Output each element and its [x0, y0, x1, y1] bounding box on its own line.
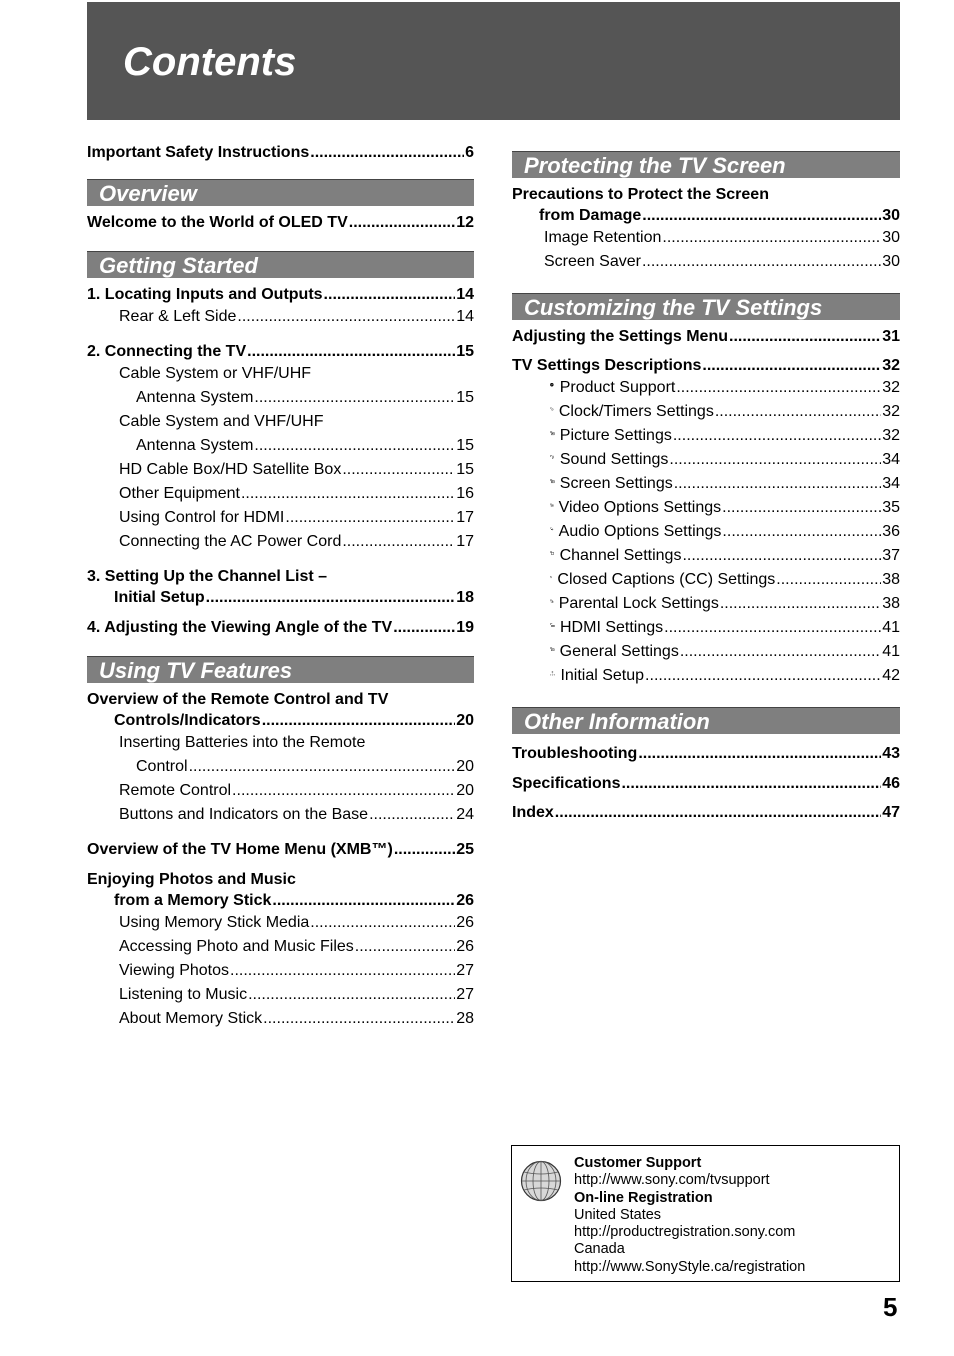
page-number: 5 — [883, 1292, 898, 1322]
section-header: Overview — [87, 179, 474, 206]
dot-leader — [393, 617, 455, 638]
toc-entry-title: Enjoying Photos and Music — [87, 871, 296, 888]
toc-entry-title: Using Control for HDMI — [119, 509, 285, 526]
toc-entry[interactable] — [87, 458, 474, 482]
toc-entry[interactable] — [87, 935, 474, 959]
toc-entry-title: Precautions to Protect the Screen — [512, 186, 769, 203]
toc-entry-title: About Memory Stick — [119, 1010, 263, 1027]
toc-page-number: 32 — [882, 357, 900, 374]
customer-support-url[interactable]: http://www.sony.com/tvsupport — [574, 1172, 770, 1189]
product-support-icon — [550, 377, 555, 393]
toc-page-number: 14 — [456, 286, 474, 303]
toc-page-number: 14 — [456, 308, 474, 325]
toc-page-number: 26 — [456, 914, 474, 931]
toc-entry-title: Screen Saver — [544, 253, 641, 270]
support-text — [574, 1155, 805, 1276]
toc-page-number: 27 — [456, 962, 474, 979]
dot-leader — [676, 376, 881, 400]
toc-entry-title: 3. Setting Up the Channel List – — [87, 568, 328, 585]
toc-page-number: 15 — [456, 343, 474, 360]
dot-leader — [232, 779, 455, 803]
canada-url[interactable]: http://www.SonyStyle.ca/registration — [574, 1258, 806, 1275]
dot-leader — [342, 530, 455, 554]
dot-leader — [355, 935, 455, 959]
toc-entry[interactable] — [87, 869, 474, 890]
dot-leader — [682, 544, 881, 568]
svg-text:1·2·3: 1·2·3 — [550, 674, 556, 677]
toc-page-number: 38 — [882, 571, 900, 588]
toc-page-number: 36 — [882, 523, 900, 540]
dot-leader — [621, 773, 881, 794]
toc-page-number: 15 — [456, 437, 474, 454]
toc-entry-title: Index — [512, 804, 554, 821]
toc-page-number: 24 — [456, 806, 474, 823]
toc-entry[interactable] — [512, 250, 900, 274]
toc-entry[interactable] — [87, 386, 474, 410]
section-header: Using TV Features — [87, 656, 474, 683]
canada-label: Canada — [574, 1241, 625, 1258]
toc-page-number: 41 — [882, 643, 900, 660]
section-header: Protecting the TV Screen — [512, 151, 900, 178]
toc-entry[interactable] — [512, 640, 900, 664]
toc-entry[interactable] — [512, 592, 900, 616]
toc-page-number: 27 — [456, 986, 474, 1003]
toc-entry-title: Accessing Photo and Music Files — [119, 938, 354, 955]
parental-lock-icon — [550, 593, 554, 609]
toc-entry-title: Initial Setup — [560, 667, 645, 684]
toc-entry-title: Using Memory Stick Media — [119, 914, 310, 931]
toc-entry-title: Video Options Settings — [558, 499, 722, 516]
toc-entry[interactable] — [87, 617, 474, 638]
dot-leader — [664, 616, 881, 640]
dot-leader — [555, 802, 881, 823]
toc-entry-title: Clock/Timers Settings — [558, 403, 714, 420]
toc-entry[interactable] — [87, 212, 474, 233]
toc-entry[interactable] — [512, 448, 900, 472]
customer-support-label: Customer Support — [574, 1155, 702, 1171]
toc-entry-title: Sound Settings — [559, 451, 669, 468]
dot-leader — [310, 911, 455, 935]
dot-leader — [237, 305, 455, 329]
dot-leader — [254, 434, 455, 458]
toc-entry[interactable] — [512, 773, 900, 794]
screen-icon — [550, 473, 555, 489]
dot-leader — [722, 496, 881, 520]
toc-entry-title: Troubleshooting — [512, 745, 638, 762]
dot-leader — [272, 890, 455, 911]
toc-page-number: 30 — [882, 229, 900, 246]
toc-entry[interactable] — [87, 434, 474, 458]
toc-entry-title: Buttons and Indicators on the Base — [119, 806, 369, 823]
toc-entry[interactable] — [512, 496, 900, 520]
toc-entry-title: Other Equipment — [119, 485, 240, 502]
toc-entry-title: Overview of the TV Home Menu (XMB™) — [87, 841, 393, 858]
toc-entry-title: Welcome to the World of OLED TV — [87, 214, 348, 231]
toc-entry[interactable] — [87, 482, 474, 506]
toc-page-number: 42 — [882, 667, 900, 684]
toc-entry-title: HD Cable Box/HD Satellite Box — [119, 461, 342, 478]
dot-leader — [674, 472, 881, 496]
dot-leader — [715, 400, 881, 424]
dot-leader — [369, 803, 455, 827]
toc-page-number: 17 — [456, 533, 474, 550]
us-url[interactable]: http://productregistration.sony.com — [574, 1224, 796, 1241]
toc-page-number: 19 — [456, 619, 474, 636]
dot-leader — [230, 959, 455, 983]
dot-leader — [206, 587, 456, 608]
dot-leader — [262, 710, 456, 731]
toc-entry[interactable] — [87, 566, 474, 587]
toc-entry-title: HDMI Settings — [560, 619, 664, 636]
support-box — [511, 1145, 900, 1282]
sound-icon — [550, 449, 555, 465]
dot-leader — [702, 355, 881, 376]
toc-entry[interactable] — [512, 226, 900, 250]
toc-page-number: 26 — [456, 938, 474, 955]
toc-entry-title: Connecting the AC Power Cord — [119, 533, 342, 550]
toc-entry[interactable] — [87, 587, 474, 608]
toc-page-number: 43 — [882, 745, 900, 762]
dot-leader — [285, 506, 455, 530]
toc-entry-title: Overview of the Remote Control and TV — [87, 691, 389, 708]
section-header: Other Information — [512, 707, 900, 734]
toc-entry[interactable] — [512, 205, 900, 226]
toc-page-number: 34 — [882, 451, 900, 468]
toc-page-number: 26 — [456, 892, 474, 909]
toc-entry[interactable] — [512, 326, 900, 347]
closed-captions-icon — [550, 569, 552, 585]
toc-page-number: 32 — [882, 427, 900, 444]
initial-setup-icon — [550, 665, 555, 681]
toc-page-number: 16 — [456, 485, 474, 502]
toc-entry-title: 2. Connecting the TV — [87, 343, 247, 360]
toc-page-number: 20 — [456, 782, 474, 799]
toc-entry-title: Screen Settings — [559, 475, 673, 492]
dot-leader — [673, 424, 881, 448]
toc-entry-title: Controls/Indicators — [114, 712, 261, 729]
toc-page-number: 28 — [456, 1010, 474, 1027]
toc-entry-title: Rear & Left Side — [119, 308, 237, 325]
toc-entry[interactable] — [87, 731, 474, 755]
dot-leader — [310, 142, 464, 163]
audio-options-icon — [550, 521, 554, 537]
toc-page-number: 17 — [456, 509, 474, 526]
toc-entry[interactable] — [512, 520, 900, 544]
toc-entry-title: Closed Captions (CC) Settings — [557, 571, 776, 588]
toc-page-number: 6 — [465, 144, 474, 161]
toc-entry[interactable] — [87, 689, 474, 710]
dot-leader — [776, 568, 881, 592]
online-registration-label: On-line Registration — [574, 1189, 713, 1206]
toc-page-number: 32 — [882, 403, 900, 420]
toc-entry-title: from a Memory Stick — [114, 892, 272, 909]
right-column — [512, 151, 900, 823]
title-banner — [87, 2, 900, 120]
toc-entry[interactable] — [512, 355, 900, 376]
hdmi-icon — [550, 617, 555, 633]
toc-entry[interactable] — [87, 284, 474, 305]
toc-entry-title: General Settings — [559, 643, 679, 660]
toc-page-number: 18 — [456, 589, 474, 606]
toc-page-number: 31 — [882, 328, 900, 345]
toc-entry-title: 4. Adjusting the Viewing Angle of the TV — [87, 619, 393, 636]
left-column — [87, 142, 474, 1031]
toc-entry[interactable] — [87, 142, 474, 163]
toc-entry-title: Viewing Photos — [119, 962, 229, 979]
toc-entry-title: Channel Settings — [559, 547, 682, 564]
toc-entry-title: Antenna System — [136, 437, 254, 454]
toc-page-number: 46 — [882, 775, 900, 792]
toc-entry[interactable] — [512, 400, 900, 424]
toc-entry-title: Initial Setup — [114, 589, 205, 606]
toc-page-number: 15 — [456, 461, 474, 478]
toc-page-number: 37 — [882, 547, 900, 564]
toc-page-number: 20 — [456, 712, 474, 729]
toc-entry[interactable] — [512, 424, 900, 448]
toc-entry-title: Parental Lock Settings — [558, 595, 719, 612]
channel-icon — [550, 545, 555, 561]
toc-entry[interactable] — [87, 305, 474, 329]
dot-leader — [680, 640, 881, 664]
dot-leader — [324, 284, 456, 305]
section-header: Getting Started — [87, 251, 474, 278]
toc-entry-title: Remote Control — [119, 782, 232, 799]
toc-page-number: 30 — [882, 253, 900, 270]
toc-entry-title: Inserting Batteries into the Remote — [119, 734, 366, 751]
toc-page-number: 41 — [882, 619, 900, 636]
toc-page-number: 25 — [456, 841, 474, 858]
dot-leader — [394, 839, 455, 860]
toc-page-number: 38 — [882, 595, 900, 612]
toc-page-number: 30 — [882, 207, 900, 224]
toc-entry-title: Control — [136, 758, 188, 775]
toc-page-number: 32 — [882, 379, 900, 396]
dot-leader — [642, 205, 881, 226]
toc-entry[interactable] — [87, 710, 474, 731]
toc-entry-title: Important Safety Instructions — [87, 144, 310, 161]
clock-timer-icon — [550, 401, 554, 417]
toc-entry-title: TV Settings Descriptions — [512, 357, 702, 374]
toc-entry[interactable] — [512, 376, 900, 400]
page-title: Contents — [123, 40, 297, 84]
toc-entry-title: from Damage — [539, 207, 642, 224]
toc-entry[interactable] — [87, 839, 474, 860]
video-options-icon — [550, 497, 554, 513]
toc-entry-title: Specifications — [512, 775, 621, 792]
toc-entry[interactable] — [87, 803, 474, 827]
toc-entry[interactable] — [512, 568, 900, 592]
dot-leader — [247, 341, 455, 362]
toc-entry[interactable] — [87, 530, 474, 554]
toc-entry[interactable] — [512, 802, 900, 823]
toc-entry[interactable] — [87, 506, 474, 530]
dot-leader — [241, 482, 455, 506]
toc-entry-title: Listening to Music — [119, 986, 248, 1003]
toc-entry[interactable] — [512, 472, 900, 496]
toc-entry[interactable] — [512, 743, 900, 764]
section-header: Customizing the TV Settings — [512, 293, 900, 320]
dot-leader — [720, 592, 881, 616]
dot-leader — [248, 983, 455, 1007]
toc-entry-title: Adjusting the Settings Menu — [512, 328, 728, 345]
dot-leader — [638, 743, 881, 764]
dot-leader — [342, 458, 455, 482]
toc-entry[interactable] — [512, 544, 900, 568]
toc-entry[interactable] — [87, 911, 474, 935]
toc-entry[interactable] — [87, 983, 474, 1007]
toc-page-number: 15 — [456, 389, 474, 406]
toc-entry[interactable] — [87, 362, 474, 386]
toc-page-number: 20 — [456, 758, 474, 775]
toc-entry[interactable] — [512, 184, 900, 205]
dot-leader — [189, 755, 456, 779]
toc-page-number: 47 — [882, 804, 900, 821]
toc-page-number: 34 — [882, 475, 900, 492]
toc-page-number: 35 — [882, 499, 900, 516]
us-label: United States — [574, 1206, 662, 1223]
picture-icon — [550, 425, 555, 441]
toc-entry[interactable] — [512, 616, 900, 640]
toc-entry-title: Audio Options Settings — [558, 523, 722, 540]
toc-entry[interactable] — [87, 779, 474, 803]
toc-entry[interactable] — [87, 959, 474, 983]
toc-entry[interactable] — [512, 664, 900, 688]
dot-leader — [263, 1007, 455, 1031]
toc-page-number: 12 — [456, 214, 474, 231]
toc-entry[interactable] — [87, 410, 474, 434]
general-icon — [550, 641, 555, 657]
dot-leader — [349, 212, 455, 233]
dot-leader — [722, 520, 881, 544]
toc-entry-title: Image Retention — [544, 229, 662, 246]
dot-leader — [645, 664, 881, 688]
toc-entry-title: Picture Settings — [559, 427, 672, 444]
toc-entry[interactable] — [87, 890, 474, 911]
toc-entry-title: Cable System and VHF/UHF — [119, 413, 324, 430]
dot-leader — [729, 326, 881, 347]
toc-entry-title: 1. Locating Inputs and Outputs — [87, 286, 323, 303]
toc-entry-title: Antenna System — [136, 389, 254, 406]
toc-entry[interactable] — [87, 341, 474, 362]
dot-leader — [669, 448, 881, 472]
toc-entry-title: Cable System or VHF/UHF — [119, 365, 312, 382]
toc-entry-title: Product Support — [559, 379, 676, 396]
dot-leader — [254, 386, 455, 410]
globe-icon — [520, 1160, 562, 1202]
toc-entry[interactable] — [87, 755, 474, 779]
dot-leader — [662, 226, 881, 250]
dot-leader — [642, 250, 881, 274]
toc-entry[interactable] — [87, 1007, 474, 1031]
